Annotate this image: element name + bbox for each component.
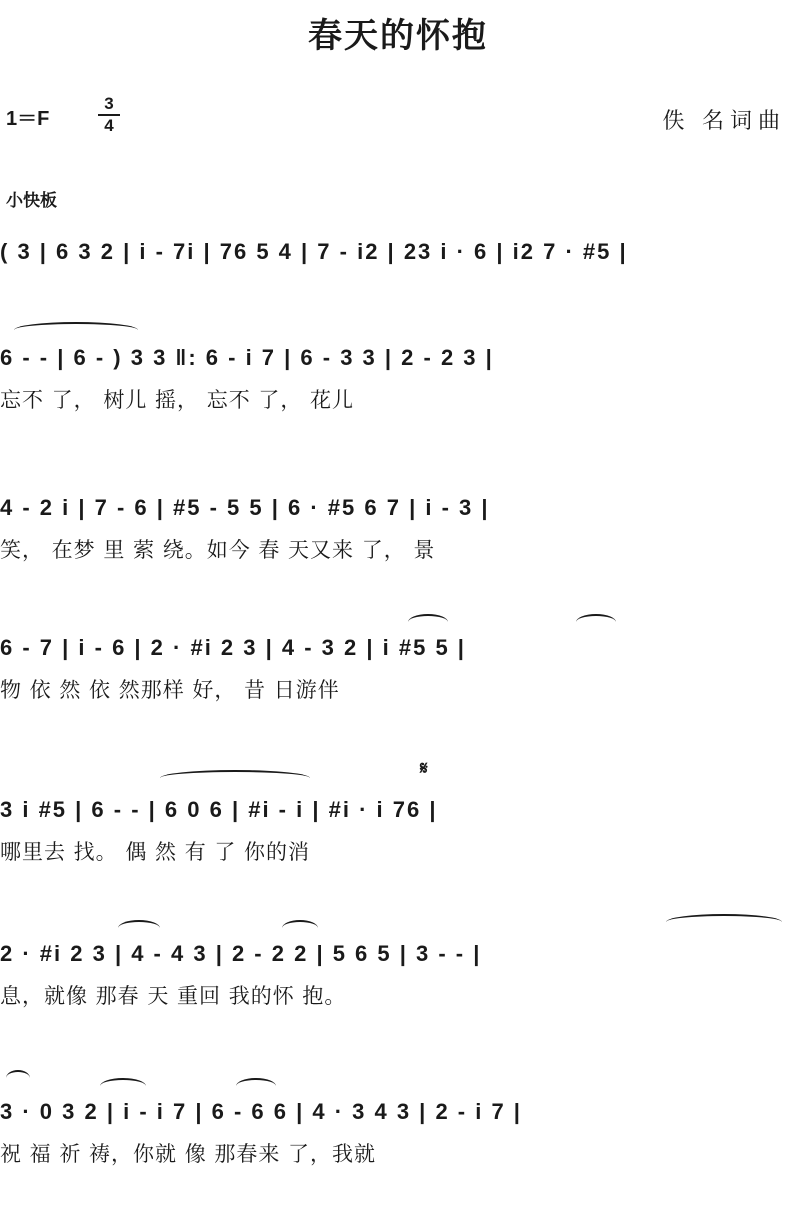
- notation-line: 6 - - | 6 - ) 3 3 ‖: 6 - i 7 | 6 - 3 3 | 2 - 2 3 |: [0, 345, 494, 370]
- lyrics-line: 物 依 然 依 然那样 好， 昔 日游伴: [0, 678, 340, 702]
- lyrics-line: 忘不 了， 树儿 摇， 忘不 了， 花儿: [0, 388, 355, 412]
- notation-line: 3 · 0 3 2 | i - i 7 | 6 - 6 6 | 4 · 3 4 3 | 2 - i 7 |: [0, 1099, 522, 1124]
- slur: [666, 914, 782, 930]
- tempo-marking: 小快板: [6, 191, 57, 210]
- time-signature: [96, 94, 122, 136]
- notation-line: 2 · #i 2 3 | 4 - 4 3 | 2 - 2 2 | 5 6 5 | 3 - - |: [0, 941, 482, 966]
- lyrics-line: 哪里去 找。 偶 然 有 了 你的消: [0, 840, 311, 864]
- slur: [14, 322, 138, 338]
- slur: [6, 1070, 30, 1086]
- slur: [160, 770, 310, 786]
- composer-credit: 佚 名词曲: [662, 108, 786, 133]
- key-signature: 1＝F: [6, 108, 50, 130]
- lyrics-line: 息，就像 那春 天 重回 我的怀 抱。: [0, 984, 347, 1008]
- time-signature-top: 3: [104, 94, 114, 113]
- segno-sign: 𝄋: [420, 758, 428, 778]
- lyrics-line: [0, 278, 796, 310]
- notation-line: ( 3 | 6 3 2 | i - 7i | 76 5 4 | 7 - i2 | 23 i · 6 | i2 7 · #5 |: [0, 239, 628, 264]
- lyrics-line: 笑， 在梦 里 萦 绕。如今 春 天又来 了， 景: [0, 538, 436, 562]
- song-title: 春天的怀抱: [308, 18, 488, 55]
- notation-line: 3 i #5 | 6 - - | 6 0 6 | #i - i | #i · i 76 |: [0, 797, 438, 822]
- notation-line: 4 - 2 i | 7 - 6 | #5 - 5 5 | 6 · #5 6 7 | i - 3 |: [0, 495, 490, 520]
- notation-line: 6 - 7 | i - 6 | 2 · #i 2 3 | 4 - 3 2 | i #5 5 |: [0, 635, 466, 660]
- time-signature-bottom: 4: [104, 116, 114, 135]
- lyrics-line: 祝 福 祈 祷，你就 像 那春来 了，我就: [0, 1142, 377, 1166]
